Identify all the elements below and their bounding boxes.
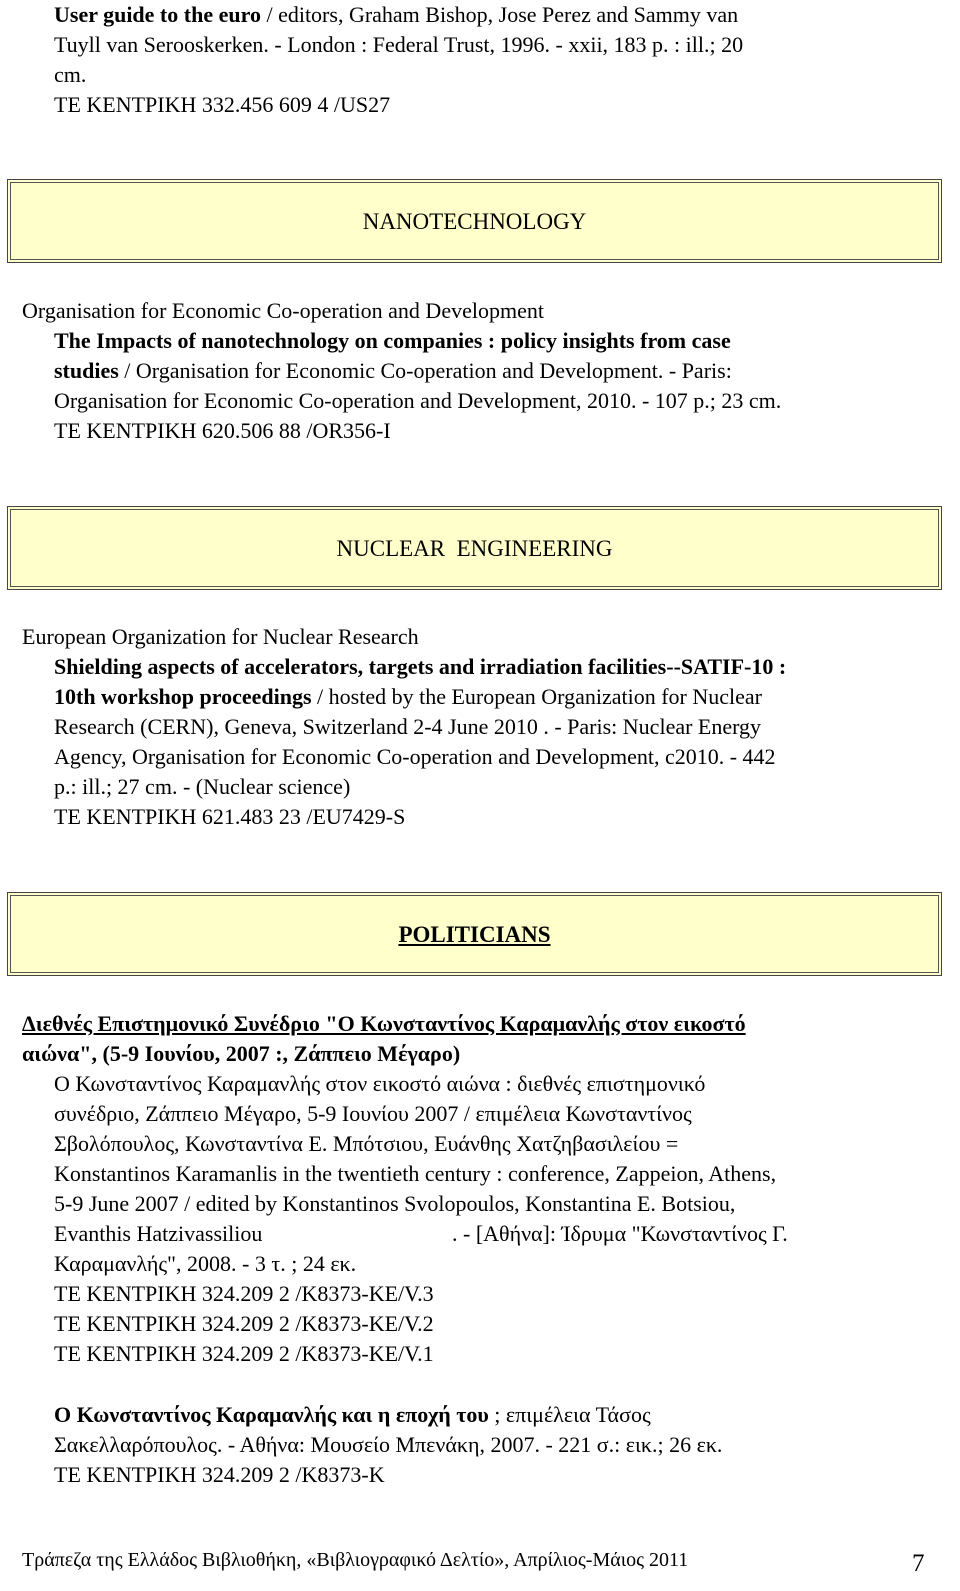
- politicians-entry1-line4: Konstantinos Karamanlis in the twentieth century : conference, Zappeion, Athens,: [54, 1161, 777, 1186]
- politicians-entry1-line7: Καραμανλής", 2008. - 3 τ. ; 24 εκ.: [54, 1251, 357, 1276]
- politicians-call-number-v2: ΤΕ ΚΕΝΤΡΙΚΗ 324.209 2 /K8373-KE/V.2: [54, 1311, 434, 1336]
- politicians-call-number-v3: ΤΕ ΚΕΝΤΡΙΚΗ 324.209 2 /K8373-KE/V.3: [54, 1281, 434, 1306]
- politicians-entry2-editor: ; επιμέλεια Τάσος: [488, 1402, 651, 1427]
- politicians-entry2-line1: [54, 1400, 651, 1430]
- politicians-entry1-line6b: . - [Αθήνα]: Ίδρυμα "Κωνσταντίνος Γ.: [452, 1221, 788, 1246]
- euro-editors: / editors, Graham Bishop, Jose Perez and Sammy van: [260, 2, 739, 27]
- politicians-heading: POLITICIANS: [398, 922, 551, 947]
- nano-entry-line3: Organisation for Economic Co-operation and Development, 2010. - 107 p.; 23 cm.: [54, 388, 782, 413]
- politicians-banner: [7, 892, 942, 976]
- nano-author: Organisation for Economic Co-operation and Development: [22, 298, 544, 323]
- euro-entry-line3: cm.: [54, 62, 87, 87]
- politicians-entry2-title: Ο Κωνσταντίνος Καραμανλής και η εποχή του: [54, 1402, 489, 1427]
- nanotechnology-banner: [7, 179, 942, 263]
- politicians-entry1-line3: Σβολόπουλος, Κωνσταντίνα Ε. Μπότσιου, Ευάνθης Χατζηβασιλείου =: [54, 1131, 679, 1156]
- nuclear-title-line2: 10th workshop proceedings: [54, 684, 312, 709]
- nuclear-entry-line2: [54, 682, 762, 712]
- politicians-author-line2: αιώνα", (5-9 Ιουνίου, 2007 :, Ζάππειο Μέγαρο): [22, 1041, 461, 1066]
- politicians-entry1-line5: 5-9 June 2007 / edited by Konstantinos Svolopoulos, Konstantina E. Botsiou,: [54, 1191, 736, 1216]
- politicians-entry2-call-number: ΤΕ ΚΕΝΤΡΙΚΗ 324.209 2 /K8373-K: [54, 1462, 385, 1487]
- euro-entry-line1: [54, 0, 738, 30]
- nuclear-engineering-heading: NUCLEAR ENGINEERING: [336, 536, 613, 561]
- nuclear-call-number: ΤΕ ΚΕΝΤΡΙΚΗ 621.483 23 /EU7429-S: [54, 804, 406, 829]
- nano-title-line2: studies: [54, 358, 119, 383]
- nano-call-number: ΤΕ ΚΕΝΤΡΙΚΗ 620.506 88 /OR356-I: [54, 418, 391, 443]
- nanotechnology-heading: NANOTECHNOLOGY: [362, 209, 587, 234]
- nuclear-entry-line5: p.: ill.; 27 cm. - (Nuclear science): [54, 774, 351, 799]
- euro-title: User guide to the euro: [54, 2, 261, 27]
- nuclear-entry-line3: Research (CERN), Geneva, Switzerland 2-4 June 2010 . - Paris: Nuclear Energy: [54, 714, 762, 739]
- politicians-entry1-line1: Ο Κωνσταντίνος Καραμανλής στον εικοστό αιώνα : διεθνές επιστημονικό: [54, 1071, 706, 1096]
- page-number: 7: [912, 1550, 925, 1577]
- page-footer: Τράπεζα της Ελλάδος Βιβλιοθήκη, «Βιβλιογραφικό Δελτίο», Απρίλιος-Μάιος 2011: [22, 1549, 689, 1571]
- politicians-call-number-v1: ΤΕ ΚΕΝΤΡΙΚΗ 324.209 2 /K8373-KE/V.1: [54, 1341, 434, 1366]
- politicians-entry1-line2: συνέδριο, Ζάππειο Μέγαρο, 5-9 Ιουνίου 2007 / επιμέλεια Κωνσταντίνος: [54, 1101, 692, 1126]
- nano-responsibility: / Organisation for Economic Co-operation and Development. - Paris:: [118, 358, 732, 383]
- nuclear-author: European Organization for Nuclear Research: [22, 624, 419, 649]
- euro-call-number: ΤΕ ΚΕΝΤΡΙΚΗ 332.456 609 4 /US27: [54, 92, 391, 117]
- politicians-entry2-line2: Σακελλαρόπουλος. - Αθήνα: Μουσείο Μπενάκη, 2007. - 221 σ.: εικ.; 26 εκ.: [54, 1432, 723, 1457]
- nuclear-entry-line4: Agency, Organisation for Economic Co-operation and Development, c2010. - 442: [54, 744, 776, 769]
- nano-entry-line2: [54, 356, 732, 386]
- nuclear-responsibility: / hosted by the European Organization for Nuclear: [311, 684, 762, 709]
- euro-entry-line2: Tuyll van Serooskerken. - London : Federal Trust, 1996. - xxii, 183 p. : ill.; 20: [54, 32, 744, 57]
- politicians-author-line1: Διεθνές Επιστημονικό Συνέδριο "Ο Κωνσταντίνος Καραμανλής στον εικοστό: [22, 1011, 746, 1036]
- politicians-entry1-line6a: Evanthis Hatzivassiliou: [54, 1221, 263, 1246]
- nuclear-title-line1: Shielding aspects of accelerators, targets and irradiation facilities--SATIF-10 :: [54, 654, 787, 679]
- nuclear-engineering-banner: [7, 506, 942, 590]
- nano-title-line1: The Impacts of nanotechnology on companies : policy insights from case: [54, 328, 731, 353]
